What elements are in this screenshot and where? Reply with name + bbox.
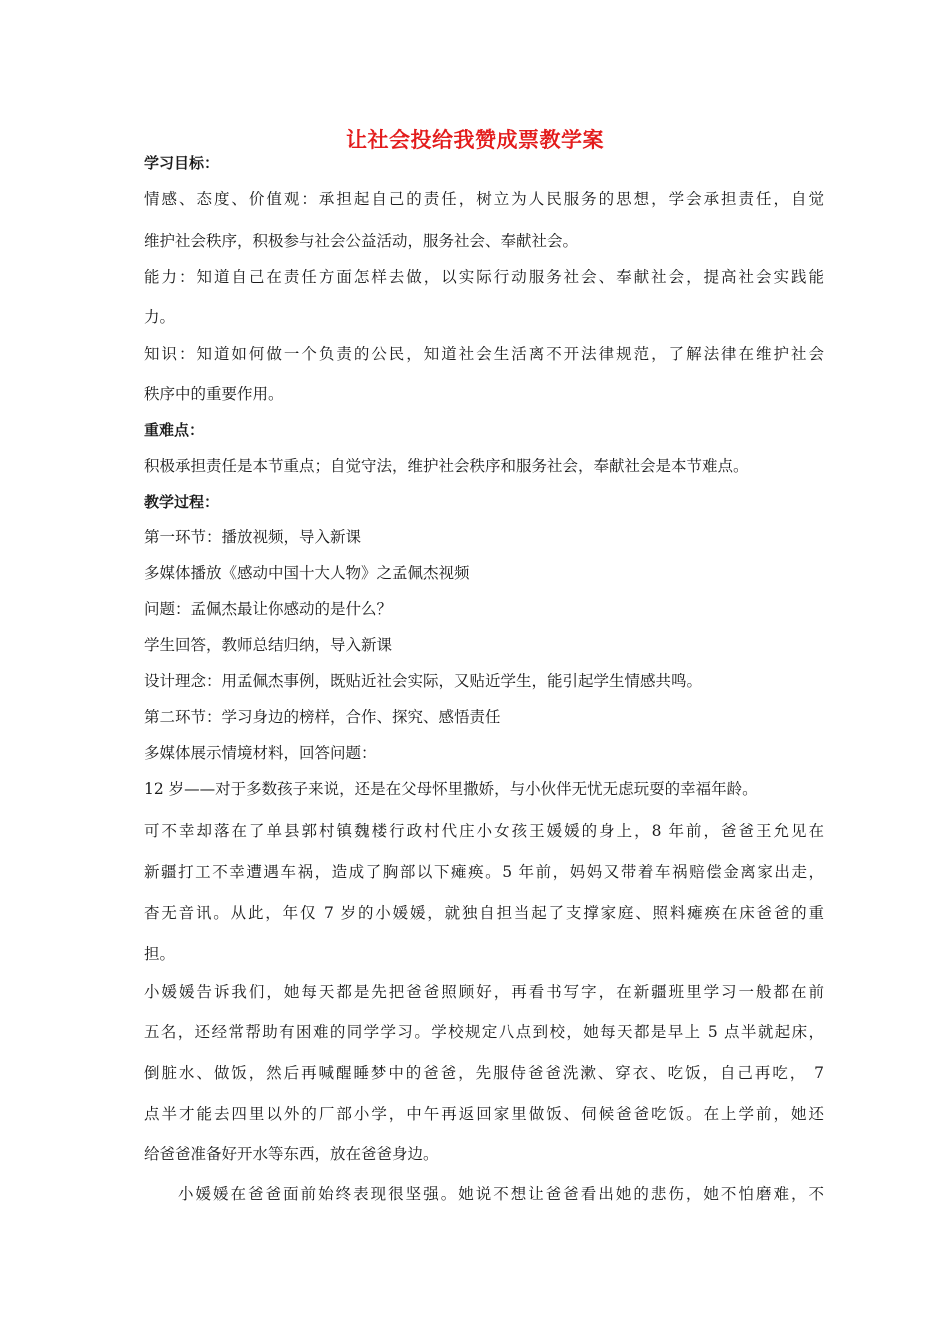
paragraph-line: 维护社会秩序，积极参与社会公益活动，服务社会、奉献社会。 [144,232,579,250]
paragraph-line: 问题：孟佩杰最让你感动的是什么？ [144,600,393,618]
paragraph-line: 可不幸却落在了单县郭村镇魏楼行政村代庄小女孩王媛媛的身上，8 年前，爸爸王允见在 [144,822,824,840]
paragraph-line: 多媒体展示情境材料，回答问题： [144,744,377,762]
paragraph-line: 第二环节：学习身边的榜样，合作、探究、感悟责任 [144,708,501,726]
paragraph-line: 情感、态度、价值观：承担起自己的责任，树立为人民服务的思想，学会承担责任，自觉 [144,190,824,208]
paragraph-line: 积极承担责任是本节重点；自觉守法，维护社会秩序和服务社会，奉献社会是本节难点。 [144,457,749,475]
section-heading-key-points: 重难点： [144,421,205,439]
paragraph-line: 点半才能去四里以外的厂部小学，中午再返回家里做饭、伺候爸爸吃饭。在上学前，她还 [144,1105,824,1123]
paragraph-line: 担。 [144,945,176,963]
paragraph-line: 杳无音讯。从此，年仅 7 岁的小媛媛，就独自担当起了支撑家庭、照料瘫痪在床爸爸的重 [144,904,824,922]
paragraph-line: 小媛媛在爸爸面前始终表现很坚强。她说不想让爸爸看出她的悲伤，她不怕磨难，不 [178,1185,824,1203]
paragraph-line: 倒脏水、做饭，然后再喊醒睡梦中的爸爸，先服侍爸爸洗漱、穿衣、吃饭，自己再吃， 7 [144,1064,824,1082]
paragraph-line: 多媒体播放《感动中国十大人物》之孟佩杰视频 [144,564,470,582]
paragraph-line: 设计理念：用孟佩杰事例，既贴近社会实际，又贴近学生，能引起学生情感共鸣。 [144,672,703,690]
section-heading-objectives: 学习目标： [144,154,220,172]
document-title: 让社会投给我赞成票教学案 [346,128,604,152]
paragraph-line: 学生回答，教师总结归纳，导入新课 [144,636,393,654]
paragraph-line: 五名，还经常帮助有困难的同学学习。学校规定八点到校，她每天都是早上 5 点半就起床， [144,1023,824,1041]
paragraph-line: 知识：知道如何做一个负责的公民，知道社会生活离不开法律规范，了解法律在维护社会 [144,345,824,363]
paragraph-line: 力。 [144,308,176,326]
paragraph-line: 秩序中的重要作用。 [144,385,284,403]
paragraph-line: 给爸爸准备好开水等东西，放在爸爸身边。 [144,1145,439,1163]
paragraph-line: 第一环节：播放视频，导入新课 [144,528,362,546]
paragraph-line: 12 岁——对于多数孩子来说，还是在父母怀里撒娇，与小伙伴无忧无虑玩耍的幸福年龄。 [144,780,758,798]
paragraph-line: 新疆打工不幸遭遇车祸，造成了胸部以下瘫痪。5 年前，妈妈又带着车祸赔偿金离家出走， [144,863,824,881]
paragraph-line: 小媛媛告诉我们，她每天都是先把爸爸照顾好，再看书写字，在新疆班里学习一般都在前 [144,983,824,1001]
paragraph-line: 能力：知道自己在责任方面怎样去做，以实际行动服务社会、奉献社会，提高社会实践能 [144,268,824,286]
section-heading-process: 教学过程： [144,493,220,511]
